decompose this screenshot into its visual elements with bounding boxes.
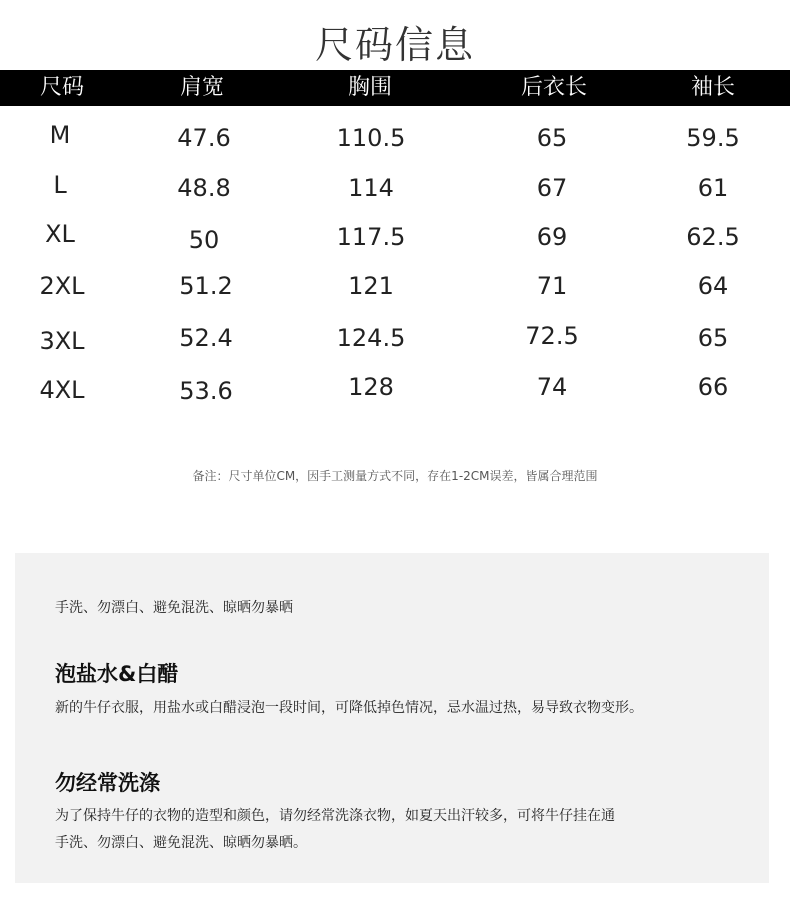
cell-shoulder: 50 bbox=[188, 226, 220, 254]
cell-sleeve: 61 bbox=[697, 174, 729, 202]
cell-sleeve: 62.5 bbox=[686, 223, 740, 251]
care-heading-soak: 泡盐水&白醋 bbox=[55, 662, 179, 686]
cell-shoulder: 53.6 bbox=[179, 377, 233, 405]
cell-shoulder: 48.8 bbox=[177, 174, 231, 202]
table-row bbox=[0, 220, 790, 264]
cell-chest: 121 bbox=[348, 272, 394, 300]
header-length: 后衣长 bbox=[520, 75, 588, 100]
header-shoulder: 肩宽 bbox=[179, 75, 225, 100]
table-row bbox=[0, 373, 790, 417]
care-summary: 手洗、勿漂白、避免混洗、晾晒勿暴晒 bbox=[55, 600, 293, 616]
header-sleeve: 袖长 bbox=[690, 75, 736, 100]
size-table-header bbox=[0, 70, 790, 106]
cell-size: XL bbox=[45, 220, 75, 248]
table-row bbox=[0, 272, 790, 316]
cell-length: 65 bbox=[536, 124, 568, 152]
cell-chest: 124.5 bbox=[336, 324, 406, 352]
header-size: 尺码 bbox=[39, 75, 85, 100]
cell-chest: 110.5 bbox=[336, 124, 406, 152]
cell-sleeve: 65 bbox=[697, 324, 729, 352]
table-row bbox=[0, 171, 790, 215]
cell-sleeve: 64 bbox=[697, 272, 729, 300]
care-text-wash-line1: 为了保持牛仔的衣物的造型和颜色，请勿经常洗涤衣物，如夏天出汗较多，可将牛仔挂在通 bbox=[55, 808, 615, 824]
cell-length: 72.5 bbox=[525, 322, 579, 350]
care-instructions-panel bbox=[15, 553, 769, 883]
cell-size: 4XL bbox=[39, 376, 85, 404]
cell-shoulder: 47.6 bbox=[177, 124, 231, 152]
header-chest: 胸围 bbox=[347, 75, 393, 100]
cell-shoulder: 52.4 bbox=[179, 324, 233, 352]
care-text-wash-line2: 手洗、勿漂白、避免混洗、晾晒勿暴晒。 bbox=[55, 835, 307, 851]
cell-size: 3XL bbox=[39, 327, 85, 355]
cell-sleeve: 66 bbox=[697, 373, 729, 401]
cell-shoulder: 51.2 bbox=[179, 272, 233, 300]
care-heading-wash: 勿经常洗涤 bbox=[55, 771, 160, 795]
cell-length: 69 bbox=[536, 223, 568, 251]
care-text-soak: 新的牛仔衣服，用盐水或白醋浸泡一段时间，可降低掉色情况，忌水温过热，易导致衣物变形。 bbox=[55, 700, 643, 716]
cell-size: 2XL bbox=[39, 272, 85, 300]
cell-size: M bbox=[49, 121, 71, 149]
table-row bbox=[0, 324, 790, 368]
cell-sleeve: 59.5 bbox=[686, 124, 740, 152]
cell-size: L bbox=[53, 171, 67, 199]
cell-chest: 117.5 bbox=[336, 223, 406, 251]
cell-length: 67 bbox=[536, 174, 568, 202]
cell-chest: 128 bbox=[348, 373, 394, 401]
cell-length: 74 bbox=[536, 373, 568, 401]
cell-length: 71 bbox=[536, 272, 568, 300]
cell-chest: 114 bbox=[348, 174, 394, 202]
table-row bbox=[0, 121, 790, 165]
measurement-note: 备注：尺寸单位CM，因手工测量方式不同，存在1-2CM误差，皆属合理范围 bbox=[192, 469, 598, 483]
page-title: 尺码信息 bbox=[314, 23, 475, 67]
